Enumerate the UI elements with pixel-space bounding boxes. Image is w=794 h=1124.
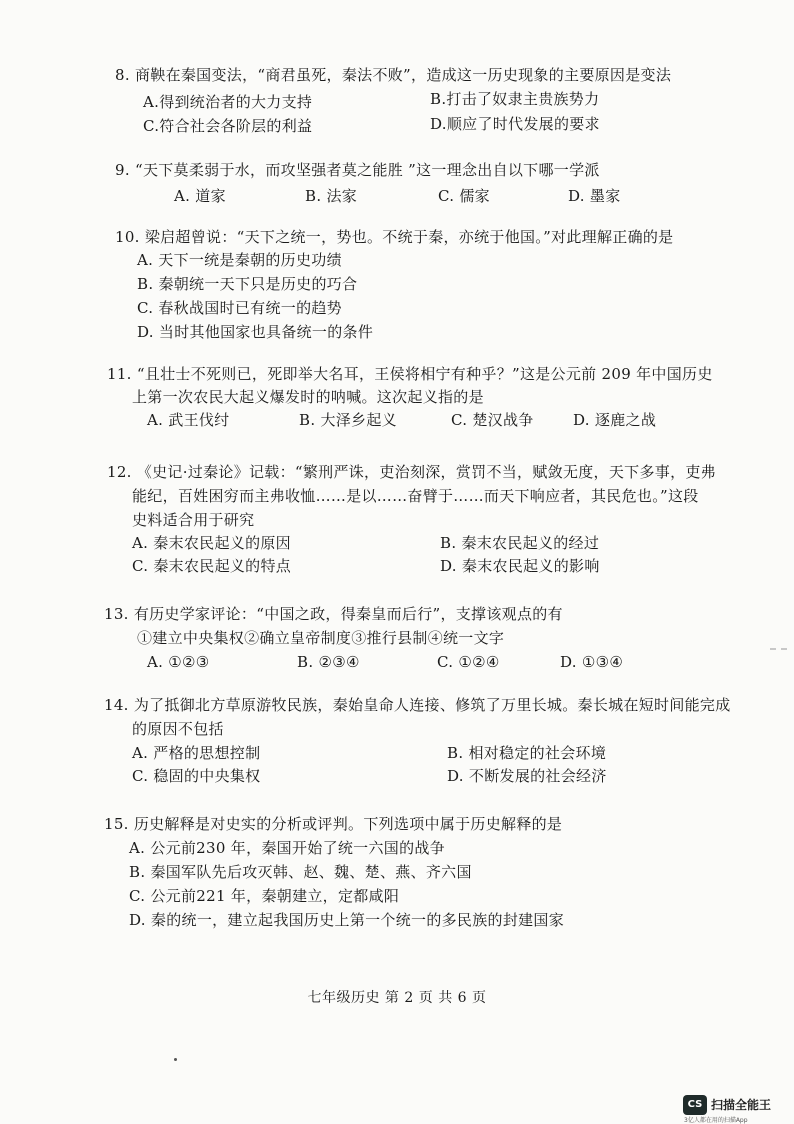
question-9-option-a: A. 道家 (174, 187, 226, 205)
question-14-stem-line-2: 的原因不包括 (132, 720, 224, 738)
question-11-option-a: A. 武王伐纣 (147, 411, 230, 429)
question-12-stem-line-2: 能纪，百姓困穷而主弗收恤……是以……奋臂于……而天下响应者，其民危也。”这段 (132, 487, 699, 505)
question-13-option-c: C. ①②④ (437, 653, 500, 671)
camscanner-name: 扫描全能王 (711, 1098, 772, 1112)
question-8-option-a: A.得到统治者的大力支持 (143, 93, 313, 111)
question-8-option-d: D.顺应了时代发展的要求 (430, 115, 600, 133)
question-14-option-d: D. 不断发展的社会经济 (447, 767, 607, 785)
question-14-option-c: C. 稳固的中央集权 (132, 767, 261, 785)
question-12-option-c: C. 秦末农民起义的特点 (132, 557, 292, 575)
question-14-option-a: A. 严格的思想控制 (132, 744, 261, 762)
question-9-option-d: D. 墨家 (568, 187, 621, 205)
question-15-option-a: A. 公元前230 年，秦国开始了统一六国的战争 (129, 839, 445, 857)
question-11-stem-line-2: 上第一次农民大起义爆发时的呐喊。这次起义指的是 (132, 388, 484, 406)
page-footer: 七年级历史 第 2 页 共 6 页 (307, 990, 487, 1006)
camscanner-watermark (683, 1095, 791, 1124)
question-11-option-c: C. 楚汉战争 (451, 411, 534, 429)
question-9-option-c: C. 儒家 (438, 187, 490, 205)
question-9-option-b: B. 法家 (305, 187, 358, 205)
question-13-option-a: A. ①②③ (147, 653, 210, 671)
question-13-stem: 13. 有历史学家评论：“中国之政，得秦皇而后行”，支撑该观点的有 (104, 605, 563, 623)
question-15-option-c: C. 公元前221 年，秦朝建立，定都咸阳 (129, 887, 400, 905)
question-10-option-d: D. 当时其他国家也具备统一的条件 (137, 323, 374, 341)
question-8-option-c: C.符合社会各阶层的利益 (143, 117, 313, 135)
question-11-stem-line-1: 11. “且壮士不死则已，死即举大名耳，王侯将相宁有种乎？”这是公元前 209 年中国历史 (107, 365, 713, 383)
question-13-option-d: D. ①③④ (560, 653, 624, 671)
question-10-option-a: A. 天下一统是秦朝的历史功绩 (137, 251, 342, 269)
question-12-option-d: D. 秦末农民起义的影响 (440, 557, 600, 575)
scan-speck (174, 1058, 177, 1061)
camscanner-logo-icon: CS (683, 1095, 707, 1115)
question-13-option-b: B. ②③④ (297, 653, 360, 671)
camscanner-tagline: 3亿人都在用的扫描App (684, 1117, 748, 1124)
question-10-option-c: C. 春秋战国时已有统一的趋势 (137, 299, 342, 317)
question-14-option-b: B. 相对稳定的社会环境 (447, 744, 607, 762)
question-8-option-b: B.打击了奴隶主贵族势力 (430, 90, 600, 108)
question-11-option-b: B. 大泽乡起义 (299, 411, 397, 429)
question-10-option-b: B. 秦朝统一天下只是历史的巧合 (137, 275, 358, 293)
question-13-statements: ①建立中央集权②确立皇帝制度③推行县制④统一文字 (137, 629, 505, 647)
question-11-option-d: D. 逐鹿之战 (573, 411, 657, 429)
question-14-stem-line-1: 14. 为了抵御北方草原游牧民族，秦始皇命人连接、修筑了万里长城。秦长城在短时间能完成 (104, 696, 731, 714)
question-9-stem: 9. “天下莫柔弱于水，而攻坚强者莫之能胜 ”这一理念出自以下哪一学派 (115, 161, 600, 179)
question-12-option-b: B. 秦末农民起义的经过 (440, 534, 600, 552)
question-12-stem-line-3: 史料适合用于研究 (132, 511, 255, 529)
scan-mark (781, 648, 787, 650)
scan-mark (770, 648, 776, 650)
question-15-option-d: D. 秦的统一，建立起我国历史上第一个统一的多民族的封建国家 (129, 911, 565, 929)
question-12-stem-line-1: 12. 《史记·过秦论》记载：“繁刑严诛，吏治刻深，赏罚不当，赋敛无度，天下多事，吏弗 (107, 463, 716, 481)
question-10-stem: 10. 梁启超曾说：“天下之统一，势也。不统于秦，亦统于他国。”对此理解正确的是 (115, 228, 674, 246)
question-8-stem: 8. 商鞅在秦国变法，“商君虽死，秦法不败”，造成这一历史现象的主要原因是变法 (115, 66, 672, 84)
question-12-option-a: A. 秦末农民起义的原因 (132, 534, 291, 552)
question-15-stem: 15. 历史解释是对史实的分析或评判。下列选项中属于历史解释的是 (104, 815, 563, 833)
question-15-option-b: B. 秦国军队先后攻灭韩、赵、魏、楚、燕、齐六国 (129, 863, 472, 881)
